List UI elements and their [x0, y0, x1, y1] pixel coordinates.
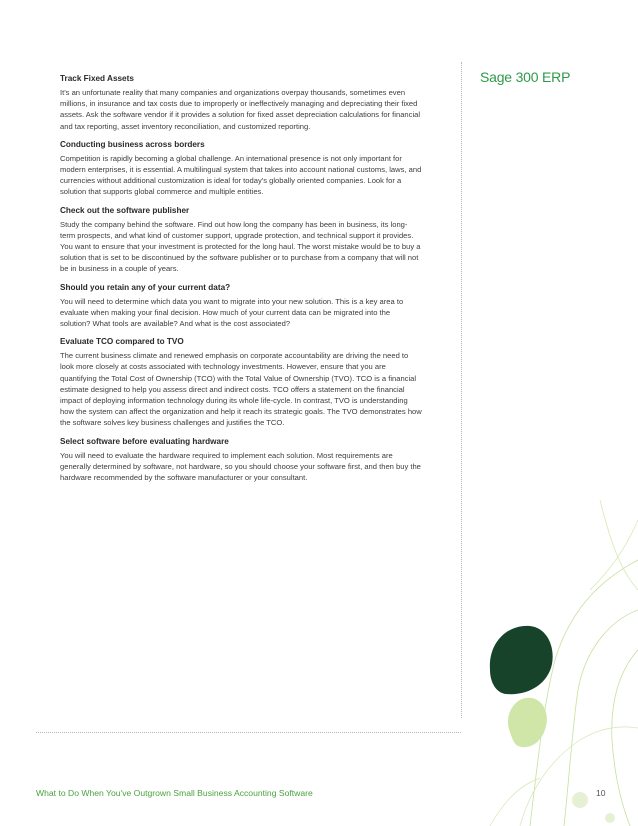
section-body: Study the company behind the software. Find out how long the company has been in business, its long-term prospects, and what kind of customer support, upgrade protection, and technical support it provides. You want to ensure that your investment is protected for the long haul. The worst mistake would be to buy a solution that is set to be discontinued by the software publisher or to purchase from a company that will not be in business in a couple of years. — [60, 219, 421, 274]
light-leaf-shape — [508, 698, 547, 747]
section-heading: Conducting business across borders — [60, 139, 205, 149]
page-number: 10 — [596, 788, 606, 798]
section-track-fixed-assets — [60, 73, 422, 132]
section-heading: Should you retain any of your current data? — [60, 282, 231, 292]
section-heading: Select software before evaluating hardware — [60, 436, 229, 446]
brand-logo: Sage 300 ERP — [480, 69, 571, 85]
section-body: Competition is rapidly becoming a global challenge. An international presence is not only important for modern enterprises, it is essential. A multilingual system that takes into account national customs, laws, and currencies without additional customization is ideal for today's globally oriented companies. Look for a solution that supports global commerce and multiple entities. — [60, 153, 422, 197]
section-body: You will need to evaluate the hardware required to implement each solution. Most requirements are generally determined by software, not hardware, so you should choose your software first, and then buy the hardware recommended by the software manufacturer or your consultant. — [60, 450, 421, 483]
section-retain-data — [60, 282, 422, 330]
main-content — [60, 73, 422, 490]
vine-line — [520, 727, 638, 826]
section-tco-tvo — [60, 336, 422, 428]
horizontal-divider — [36, 732, 461, 733]
section-heading: Check out the software publisher — [60, 205, 190, 215]
vine-line — [600, 500, 638, 590]
section-body: It's an unfortunate reality that many companies and organizations overpay thousands, sometimes even millions, in insurance and tax costs due to improperly or ineffectively managing and depreciating their fixed assets. Ask the software vendor if it provides a solution for fixed asset depreciation calculations for financial and tax reporting, asset inventory reconciliation, and customized reporting. — [60, 88, 421, 131]
vine-line — [530, 560, 638, 826]
section-software-publisher — [60, 205, 422, 275]
decorative-vine-graphic — [460, 500, 638, 826]
section-body: The current business climate and renewed emphasis on corporate accountability are driving the need to look more closely at costs associated with technology investments. However, ensure that you are quantifying the Total Cost of Ownership (TCO) with the Total Value of Ownership (TVO). TCO is a financial estimate designed to help you assess direct and indirect costs. TCO offers a statement on the financial impact of deploying information technology during its whole life-cycle. In contrast, TVO is understanding how the system can affect the organization and help it reach its strategic goals. The TVO demonstrates how the software solves key business challenges and justifies the TCO. — [60, 351, 422, 428]
pale-circle — [605, 813, 615, 823]
dark-leaf-shape — [490, 626, 553, 694]
section-body: You will need to determine which data you want to migrate into your new solution. This is a key area to evaluate when making your final decision. How much of your current data can be migrated into the solution? What tools are available? And what is the cost associated? — [60, 296, 404, 329]
section-software-before-hardware — [60, 436, 422, 484]
section-business-across-borders — [60, 139, 422, 198]
pale-circle — [572, 792, 588, 808]
section-heading: Evaluate TCO compared to TVO — [60, 337, 184, 347]
vine-line — [612, 650, 638, 826]
vine-line — [590, 520, 638, 590]
section-heading: Track Fixed Assets — [60, 74, 134, 83]
footer-document-title: What to Do When You've Outgrown Small Business Accounting Software — [36, 788, 313, 798]
